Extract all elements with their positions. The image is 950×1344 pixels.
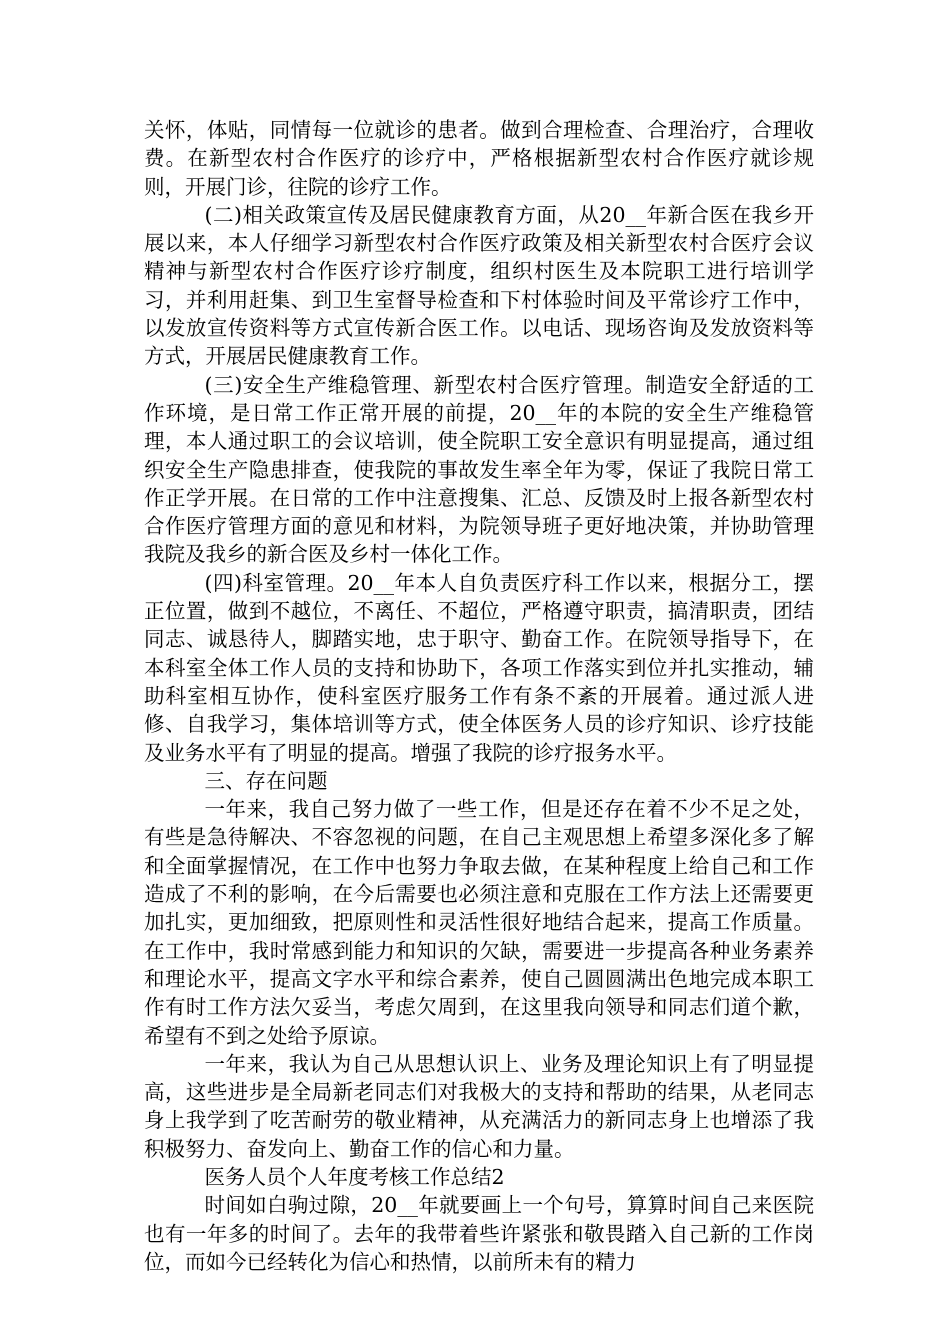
paragraph-summary-2-intro: 时间如白驹过隙，20__年就要画上一个句号，算算时间自己来医院也有一年多的时间了。去年的我带着些许紧张和敬畏踏入自己新的工作岗位，而如今已经转化为信心和热情，以前所未有的精力 [144,1193,814,1274]
paragraph-policy-publicity: (二)相关政策宣传及居民健康教育方面，从20__年新合医在我乡开展以来，本人仔细学习新型农村合作医疗政策及相关新型农村合医疗会议精神与新型农村合作医疗诊疗制度，组织村医生及本院职工进行培训学习，并利用赶集、到卫生室督导检查和下村体验时间及平常诊疗工作中，以发放宣传资料等方式宣传新合医工作。以电话、现场咨询及发放资料等方式，开展居民健康教育工作。 [144,202,814,369]
section-heading-problems: 三、存在问题 [204,768,328,793]
paragraph-continuation: 关怀，体贴，同情每一位就诊的患者。做到合理检查、合理治疗，合理收费。在新型农村合作医疗的诊疗中，严格根据新型农村合作医疗就诊规则，开展门诊，往院的诊疗工作。 [144,118,814,199]
article-title-summary-2: 医务人员个人年度考核工作总结2 [204,1164,505,1189]
paragraph-safety-management: (三)安全生产维稳管理、新型农村合医疗管理。制造安全舒适的工作环境，是日常工作正常开展的前提，20__年的本院的安全生产维稳管理，本人通过职工的会议培训，使全院职工安全意识有明显提高，通过组织安全生产隐患排查，使我院的事故发生率全年为零，保证了我院日常工作正学开展。在日常的工作中注意搜集、汇总、反馈及时上报各新型农村合作医疗管理方面的意见和材料，为院领导班子更好地决策，并协助管理我院及我乡的新合医及乡村一体化工作。 [144,372,814,567]
document-body [144,116,814,1276]
paragraph-progress: 一年来，我认为自己从思想认识上、业务及理论知识上有了明显提高，这些进步是全局新老同志们对我极大的支持和帮助的结果，从老同志身上我学到了吃苦耐劳的敬业精神，从充满活力的新同志身上也增添了我积极努力、奋发向上、勤奋工作的信心和力量。 [144,1051,814,1161]
paragraph-department-management: (四)科室管理。20__年本人自负责医疗科工作以来，根据分工，摆正位置，做到不越位，不离任、不超位，严格遵守职责，搞清职责，团结同志、诚恳待人，脚踏实地，忠于职守、勤奋工作。在院领导指导下，在本科室全体工作人员的支持和协助下，各项工作落实到位并扎实推动，辅助科室相互协作，使科室医疗服务工作有条不紊的开展着。通过派人进修、自我学习，集体培训等方式，使全体医务人员的诊疗知识、诊疗技能及业务水平有了明显的提高。增强了我院的诊疗报务水平。 [144,570,814,765]
paragraph-problems: 一年来，我自己努力做了一些工作，但是还存在着不少不足之处，有些是急待解决、不容忽视的问题，在自己主观思想上希望多深化多了解和全面掌握情况，在工作中也努力争取去做，在某种程度上给自己和工作造成了不利的影响，在今后需要也必须注意和克服在工作方法上还需要更加扎实，更加细致，把原则性和灵活性很好地结合起来，提高工作质量。在工作中，我时常感到能力和知识的欠缺，需要进一步提高各种业务素养和理论水平，提高文字水平和综合素养，使自己圆圆满出色地完成本职工作有时工作方法欠妥当，考虑欠周到，在这里我向领导和同志们道个歉，希望有不到之处给予原谅。 [144,797,814,1048]
